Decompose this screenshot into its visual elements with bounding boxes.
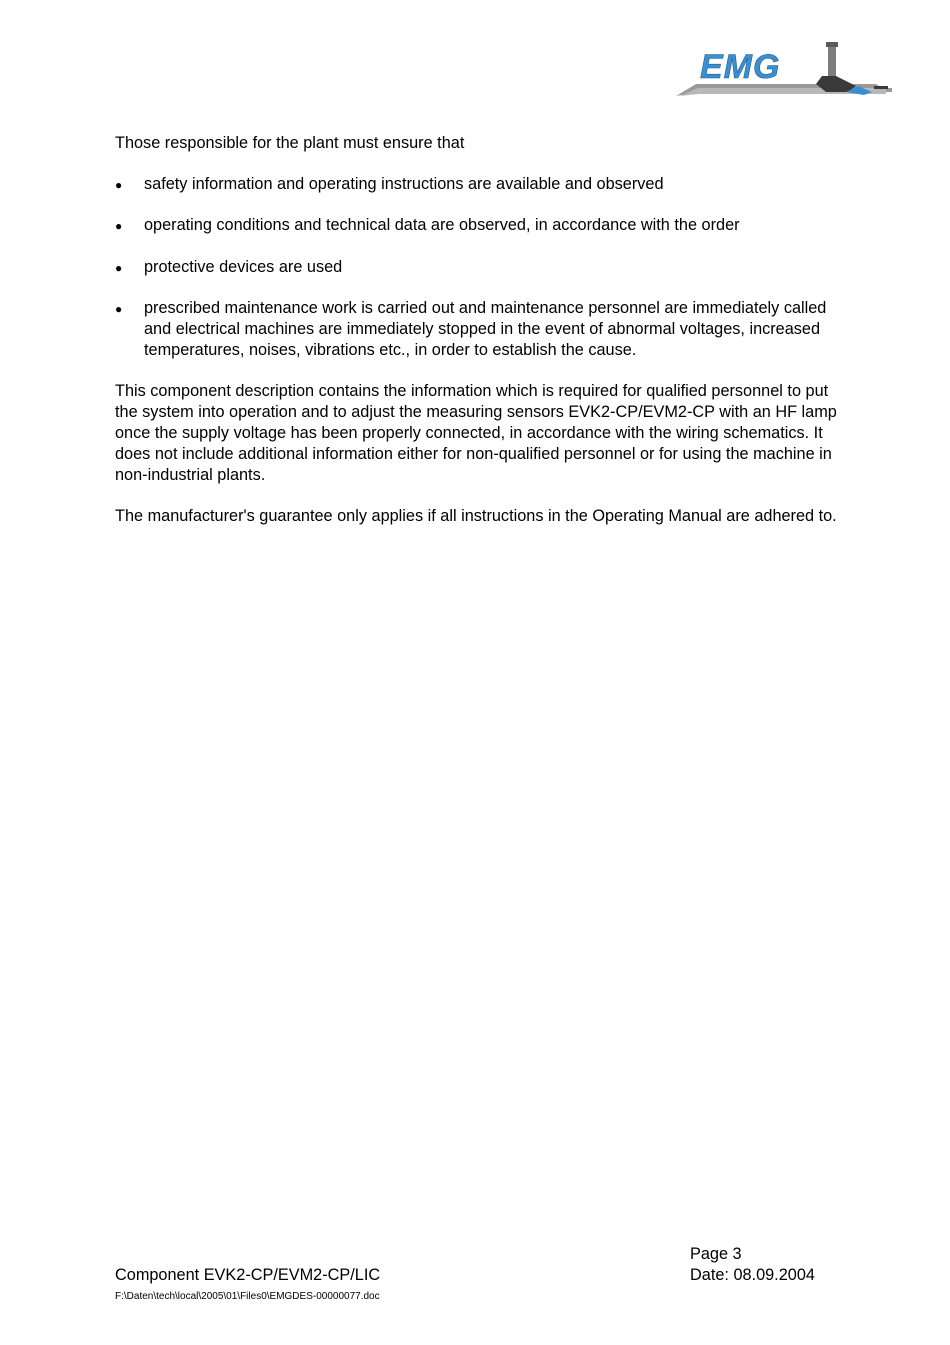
- logo-tower-top-icon: [826, 42, 838, 47]
- bullet-icon: [115, 174, 122, 195]
- page-number: Page 3: [690, 1245, 742, 1263]
- file-path: F:\Daten\tech\local\2005\01\Files0\EMGDES-00000077.doc: [115, 1291, 380, 1302]
- list-item: ● prescribed maintenance work is carried out and maintenance personnel are immediately called and electrical machines are immediately stopped in the event of abnormal voltages, increased temperatures, noises, vibrations etc., in order to establish the cause.: [115, 298, 840, 360]
- main-content: [115, 133, 840, 547]
- description-paragraph: This component description contains the information which is required for qualified personnel to put the system into operation and to adjust the measuring sensors EVK2-CP/EVM2-CP with an HF lamp once the supply voltage has been properly connected, in accordance with the wiring schematics. It does not include additional information either for non-qualified personnel or for using the machine in non-industrial plants.: [115, 382, 837, 484]
- emg-logo: [676, 42, 892, 100]
- guarantee-paragraph: The manufacturer's guarantee only applies if all instructions in the Operating Manual are adhered to.: [115, 507, 837, 525]
- intro-text: Those responsible for the plant must ensure that: [115, 134, 465, 152]
- list-item: ● protective devices are used: [115, 257, 840, 278]
- list-item: ● safety information and operating instructions are available and observed: [115, 174, 840, 195]
- bullet-icon: [115, 298, 122, 319]
- component-name: Component EVK2-CP/EVM2-CP/LIC: [115, 1266, 381, 1284]
- bullet-icon: [115, 215, 122, 236]
- logo-small-mark: [874, 86, 888, 89]
- list-item: ● operating conditions and technical data are observed, in accordance with the order: [115, 215, 840, 236]
- logo-text: EMG: [700, 48, 781, 86]
- document-date: Date: 08.09.2004: [690, 1266, 815, 1284]
- bullet-icon: [115, 257, 122, 278]
- responsibility-list: [115, 174, 840, 361]
